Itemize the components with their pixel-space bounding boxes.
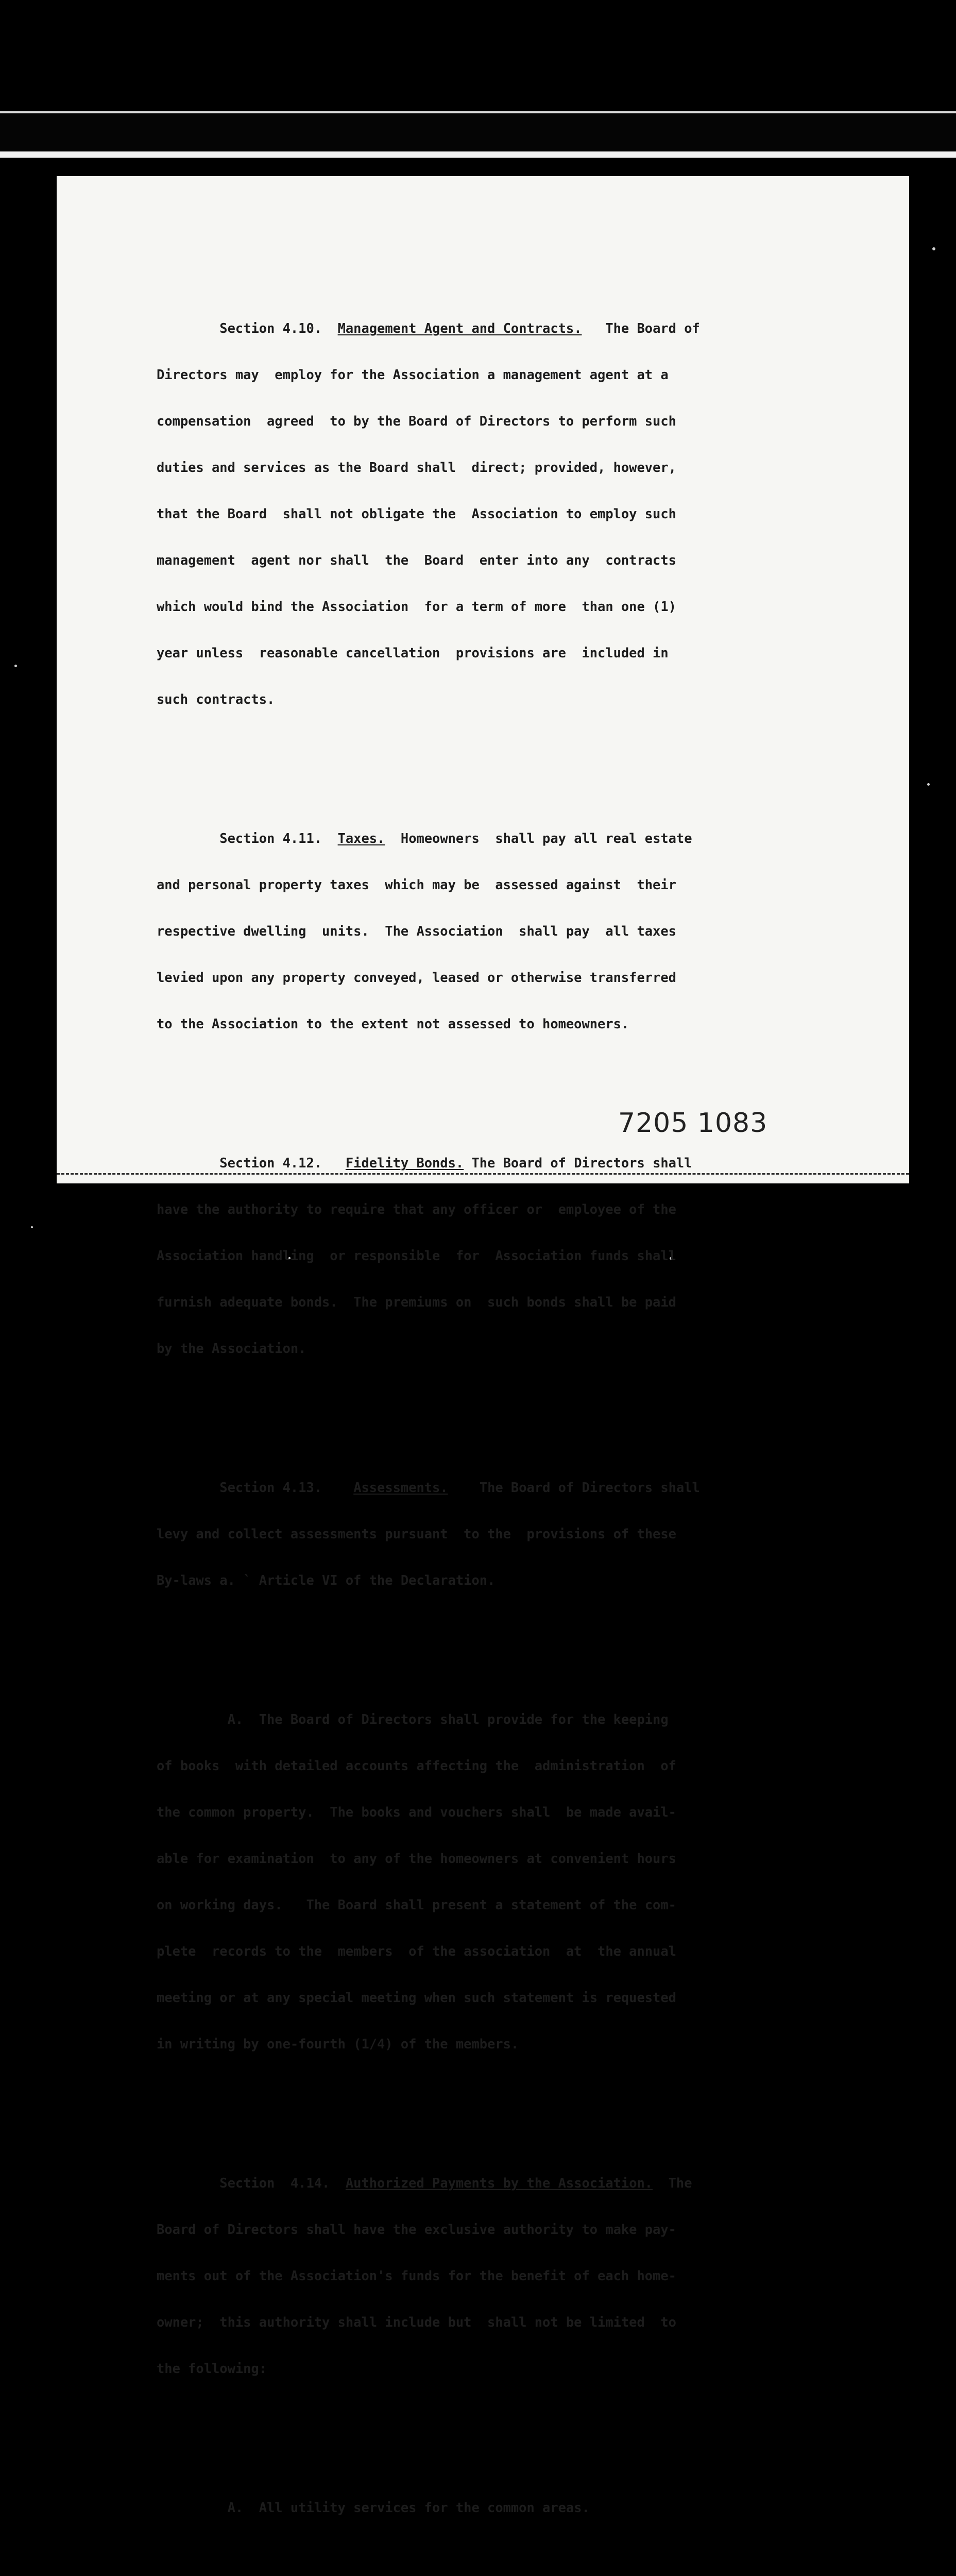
body-line: duties and services as the Board shall direct; provided, however,: [157, 460, 676, 475]
scan-top-rule: [0, 151, 956, 158]
section-title: Fidelity Bonds.: [345, 1155, 464, 1171]
body-line: Directors may employ for the Association a management agent at a: [157, 367, 669, 382]
body-line: of books with detailed accounts affecting the administration of: [157, 1758, 676, 1773]
section-4-13: [157, 1449, 805, 1619]
section-title: Taxes.: [337, 831, 385, 846]
section-heading-line: [157, 1155, 805, 1171]
body-line: by the Association.: [157, 1341, 306, 1356]
section-heading-line: [157, 320, 805, 336]
body-line: such contracts.: [157, 691, 275, 707]
body-line: Board of Directors shall have the exclusive authority to make pay-: [157, 2222, 676, 2237]
body-line: able for examination to any of the homeowners at convenient hours: [157, 1851, 676, 1866]
body-line: Association handling or responsible for Association funds shall: [157, 1248, 676, 1263]
section-lead: The: [668, 2175, 692, 2191]
section-lead: The Board of Directors shall: [479, 1480, 700, 1495]
body-line: levied upon any property conveyed, leased or otherwise transferred: [157, 970, 676, 985]
body-line: which would bind the Association for a term of more than one (1): [157, 599, 676, 614]
body-line: By-laws a. ` Article VI of the Declaration.: [157, 1572, 496, 1588]
section-4-10: [157, 290, 805, 738]
body-line: compensation agreed to by the Board of Directors to perform such: [157, 413, 676, 429]
section-number: Section 4.12.: [219, 1155, 322, 1171]
body-line: year unless reasonable cancellation provisions are included in: [157, 645, 669, 660]
section-heading-line: [157, 2175, 805, 2191]
document-body: [157, 259, 805, 2576]
body-line: have the authority to require that any officer or employee of the: [157, 1201, 676, 1217]
body-line: owner; this authority shall include but shall not be limited to: [157, 2314, 676, 2330]
body-line: ments out of the Association's funds for the benefit of each home-: [157, 2268, 676, 2283]
section-lead: The Board of: [605, 320, 700, 336]
body-line: to the Association to the extent not assessed to homeowners.: [157, 1016, 629, 1031]
body-line: on working days. The Board shall present a statement of the com-: [157, 1897, 676, 1912]
body-line: management agent nor shall the Board enter into any contracts: [157, 552, 676, 568]
section-heading-line: [157, 1480, 805, 1495]
section-number: Section 4.13.: [219, 1480, 322, 1495]
scan-top-band: [0, 111, 956, 155]
body-line: respective dwelling units. The Association shall pay all taxes: [157, 923, 676, 939]
section-lead: Homeowners shall pay all real estate: [400, 831, 692, 846]
section-title: Authorized Payments by the Association.: [345, 2175, 653, 2191]
section-number: Section 4.14.: [219, 2175, 330, 2191]
scan-speck: [932, 247, 935, 250]
recording-stamp: 7205 1083: [618, 1108, 768, 1139]
section-heading-line: [157, 831, 805, 846]
scan-speck: [31, 1226, 33, 1228]
document-page: [57, 176, 909, 2515]
body-line: levy and collect assessments pursuant to the provisions of these: [157, 1526, 676, 1541]
section-4-12: [157, 1124, 805, 1387]
scan-speck: [927, 783, 930, 786]
section-title: Assessments.: [353, 1480, 448, 1495]
body-line: furnish adequate bonds. The premiums on such bonds shall be paid: [157, 1294, 676, 1310]
body-line: that the Board shall not obligate the Association to employ such: [157, 506, 676, 521]
body-line: the common property. The books and vouchers shall be made avail-: [157, 1804, 676, 1820]
section-title: Management Agent and Contracts.: [337, 320, 582, 336]
page-bottom-rule: [57, 1173, 909, 1178]
section-4-14-item-a: [157, 2469, 805, 2546]
body-line: A. The Board of Directors shall provide for the keeping: [157, 1711, 669, 1727]
section-number: Section 4.10.: [219, 320, 322, 336]
section-4-13-paragraph-a: [157, 1681, 805, 2082]
body-line: A. All utility services for the common areas.: [157, 2500, 590, 2515]
body-line: the following:: [157, 2361, 267, 2376]
section-number: Section 4.11.: [219, 831, 322, 846]
body-line: plete records to the members of the association at the annual: [157, 1943, 676, 1959]
scan-speck: [14, 665, 17, 667]
section-4-11: [157, 800, 805, 1062]
section-4-14: [157, 2144, 805, 2407]
body-line: in writing by one-fourth (1/4) of the members.: [157, 2036, 519, 2052]
body-line: meeting or at any special meeting when such statement is requested: [157, 1990, 676, 2005]
section-lead: The Board of Directors shall: [471, 1155, 692, 1171]
body-line: and personal property taxes which may be assessed against their: [157, 877, 676, 892]
